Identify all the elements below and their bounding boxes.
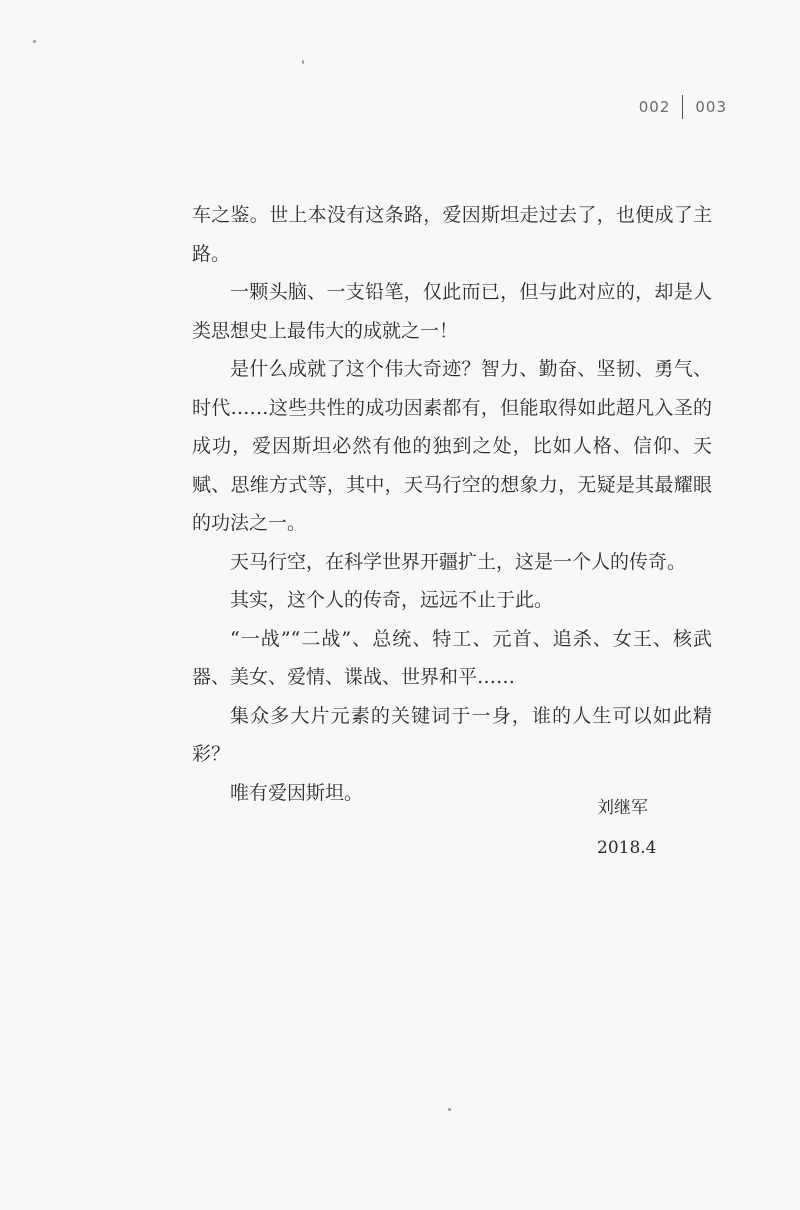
paragraph-4: 天马行空，在科学世界开疆扩土，这是一个人的传奇。 [230, 550, 687, 573]
paragraph-1: 车之鉴。世上本没有这条路，爱因斯坦走过去了，也便成了主路。 [192, 204, 712, 265]
paper-speck [33, 40, 36, 43]
page-number-header [639, 95, 727, 119]
author-name: 刘继军 [597, 798, 648, 818]
paragraph-3: 是什么成就了这个伟大奇迹？智力、勤奋、坚韧、勇气、时代……这些共性的成功因素都有，但能取得如此超凡入圣的成功，爱因斯坦必然有他的独到之处，比如人格、信仰、天赋、思维方式等，其中，天马行空的想象力，无疑是其最耀眼的功法之一。 [192, 358, 712, 534]
signature-date: 2018.4 [597, 838, 657, 858]
paragraph-6: “一战”“二战”、总统、特工、元首、追杀、女王、核武器、美女、爱情、谍战、世界和平…… [192, 627, 712, 688]
left-page-number: 002 [638, 98, 671, 116]
paragraph-7: 集众多大片元素的关键词于一身，谁的人生可以如此精彩？ [192, 704, 712, 765]
page-number-divider [682, 95, 683, 119]
body-text [192, 196, 712, 812]
signature-block [597, 788, 656, 868]
paragraph-5: 其实，这个人的传奇，远远不止于此。 [230, 589, 554, 611]
paper-speck [302, 60, 304, 64]
paragraph-8: 唯有爱因斯坦。 [230, 781, 364, 804]
paper-speck [448, 1108, 451, 1111]
paragraph-2: 一颗头脑、一支铅笔，仅此而已，但与此对应的，却是人类思想史上最伟大的成就之一！ [192, 281, 712, 342]
right-page-number: 003 [695, 98, 727, 116]
